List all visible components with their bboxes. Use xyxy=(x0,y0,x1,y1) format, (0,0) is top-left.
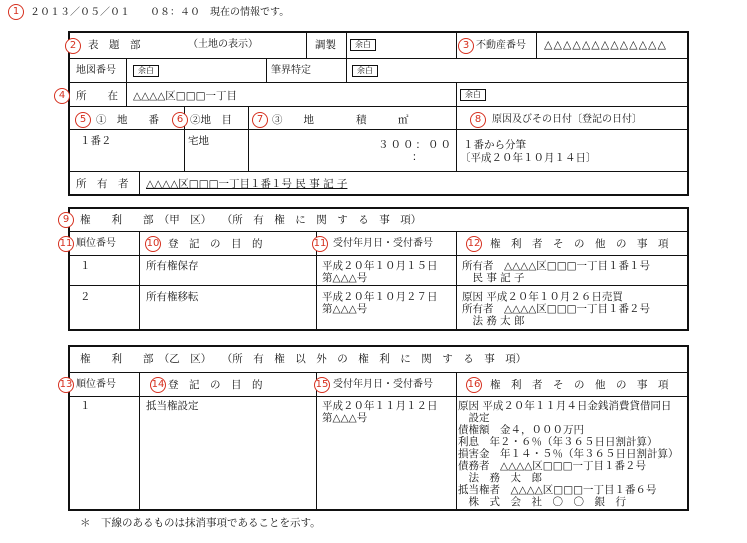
owner-value: △△△△区□□□一丁目１番１号 民 事 記 子 xyxy=(146,178,348,190)
kouku-row2-no: 第△△△号 xyxy=(322,303,368,315)
marker-3: 3 xyxy=(458,38,474,54)
kouku-title: 権 利 部 （甲 区） （所 有 権 に 関 す る 事 項） xyxy=(80,214,422,226)
otsuku-col-juni: 順位番号 xyxy=(76,379,116,390)
chosei-label: 調製 xyxy=(315,39,336,51)
otsuku-row1-date: 平成２０年１１月１２日 xyxy=(322,400,438,412)
chiseki-sub: ： xyxy=(412,151,423,163)
marker-1: 1 xyxy=(8,4,24,20)
kouku-row2-jiko1: 原因 平成２０年１０月２６日売買 xyxy=(462,291,623,303)
kouku-row1-date: 平成２０年１０月１５日 xyxy=(322,260,438,272)
marker-11a: 11 xyxy=(58,236,74,252)
genin-header: 原因及びその日付〔登記の日付〕 xyxy=(492,114,642,125)
chizu-label: 地図番号 xyxy=(76,65,116,76)
marker-7: 7 xyxy=(252,112,268,128)
kouku-row1-no: 第△△△号 xyxy=(322,272,368,284)
kouku-row2-jiko2: 所有者 △△△△区□□□一丁目１番２号 xyxy=(462,303,651,315)
chimoku-value: 宅地 xyxy=(188,135,209,147)
otsuku-col-uketsuke: 受付年月日・受付番号 xyxy=(333,379,433,390)
kouku-row1-juni: １ xyxy=(80,260,91,272)
kouku-col-juni: 順位番号 xyxy=(76,238,116,249)
otsuku-jiko-7: 法 務 太 郎 xyxy=(458,472,542,484)
genin-line2: 〔平成２０年１０月１４日〕 xyxy=(460,152,597,164)
footer-note: ＊ 下線のあるものは抹消事項であることを示す。 xyxy=(80,517,321,529)
hyodai-title: 表 題 部 xyxy=(88,39,141,51)
kouku-row2-date: 平成２０年１０月２７日 xyxy=(322,291,438,303)
kouku-row2-jiko3: 法 務 太 郎 xyxy=(462,315,525,327)
otsuku-jiko-9: 株 式 会 社 〇 〇 銀 行 xyxy=(458,496,626,508)
otsuku-col-mokuteki: 登 記 の 目 的 xyxy=(168,379,263,391)
marker-4: 4 xyxy=(54,88,70,104)
marker-5: 5 xyxy=(75,112,91,128)
shozai-value: △△△△区□□□一丁目 xyxy=(133,90,238,102)
kouku-col-uketsuke: 受付年月日・受付番号 xyxy=(333,238,433,249)
timestamp: ２０１３／０５／０１ ０８：４０ 現在の情報です。 xyxy=(30,7,290,18)
kouku-row1-mokuteki: 所有権保存 xyxy=(146,260,199,272)
fudosan-value: △△△△△△△△△△△△△ xyxy=(544,38,667,51)
marker-9: 9 xyxy=(58,212,74,228)
otsuku-title: 権 利 部 （乙 区） （所 有 権 以 外 の 権 利 に 関 す る 事 項） xyxy=(80,353,527,365)
genin-line1: １番から分筆 xyxy=(463,139,526,151)
otsuku-jiko-5: 損害金 年１４・５％（年３６５日日割計算） xyxy=(458,448,679,460)
kouku-row1-jiko1: 所有者 △△△△区□□□一丁目１番１号 xyxy=(462,260,651,272)
kouku-col-kenrisha: 権 利 者 そ の 他 の 事 項 xyxy=(490,238,669,250)
chiban-value: １番２ xyxy=(80,135,112,147)
chiban-header: ① 地 番 xyxy=(96,114,159,126)
chiseki-header: ③ 地 積 ㎡ xyxy=(272,114,409,126)
marker-13: 13 xyxy=(58,377,74,393)
marker-11b: 11 xyxy=(312,236,328,252)
marker-2: 2 xyxy=(65,38,81,54)
kouku-row1-jiko2: 民 事 記 子 xyxy=(462,272,525,284)
otsuku-jiko-3: 債権額 金４，０００万円 xyxy=(458,424,584,436)
marker-14: 14 xyxy=(150,377,166,393)
otsuku-jiko-1: 原因 平成２０年１１月４日金銭消費貸借同日 xyxy=(458,400,672,412)
marker-12: 12 xyxy=(466,236,482,252)
hyodai-subtitle: （土地の表示） xyxy=(188,39,258,50)
otsuku-row1-no: 第△△△号 xyxy=(322,412,368,424)
marker-15: 15 xyxy=(314,377,330,393)
chizu-yohaku: 余白 xyxy=(133,65,159,77)
marker-6: 6 xyxy=(172,112,188,128)
otsuku-col-kenrisha: 権 利 者 そ の 他 の 事 項 xyxy=(490,379,669,391)
owner-label: 所 有 者 xyxy=(76,178,129,190)
kouku-row2-juni: ２ xyxy=(80,291,91,303)
marker-8: 8 xyxy=(470,112,486,128)
chiseki-value: ３００：００ xyxy=(378,139,453,151)
otsuku-row1-juni: １ xyxy=(80,400,91,412)
kouku-col-mokuteki: 登 記 の 目 的 xyxy=(168,238,263,250)
otsuku-jiko-4: 利息 年２・６％（年３６５日日割計算） xyxy=(458,436,658,448)
fudosan-label: 不動産番号 xyxy=(476,40,526,51)
shozai-label: 所 在 xyxy=(76,90,118,102)
chosei-yohaku: 余白 xyxy=(350,39,376,51)
marker-10: 10 xyxy=(145,236,161,252)
marker-16: 16 xyxy=(466,377,482,393)
kouku-row2-mokuteki: 所有権移転 xyxy=(146,291,199,303)
otsuku-jiko-8: 抵当権者 △△△△区□□□一丁目１番６号 xyxy=(458,484,657,496)
otsuku-row1-mokuteki: 抵当権設定 xyxy=(146,400,199,412)
hikkai-yohaku: 余白 xyxy=(352,65,378,77)
otsuku-jiko-2: 設定 xyxy=(458,412,490,424)
chimoku-header: ②地 目 xyxy=(190,114,232,126)
otsuku-jiko-6: 債務者 △△△△区□□□一丁目１番２号 xyxy=(458,460,647,472)
hikkai-label: 筆界特定 xyxy=(271,65,311,76)
shozai-yohaku: 余白 xyxy=(460,89,486,101)
